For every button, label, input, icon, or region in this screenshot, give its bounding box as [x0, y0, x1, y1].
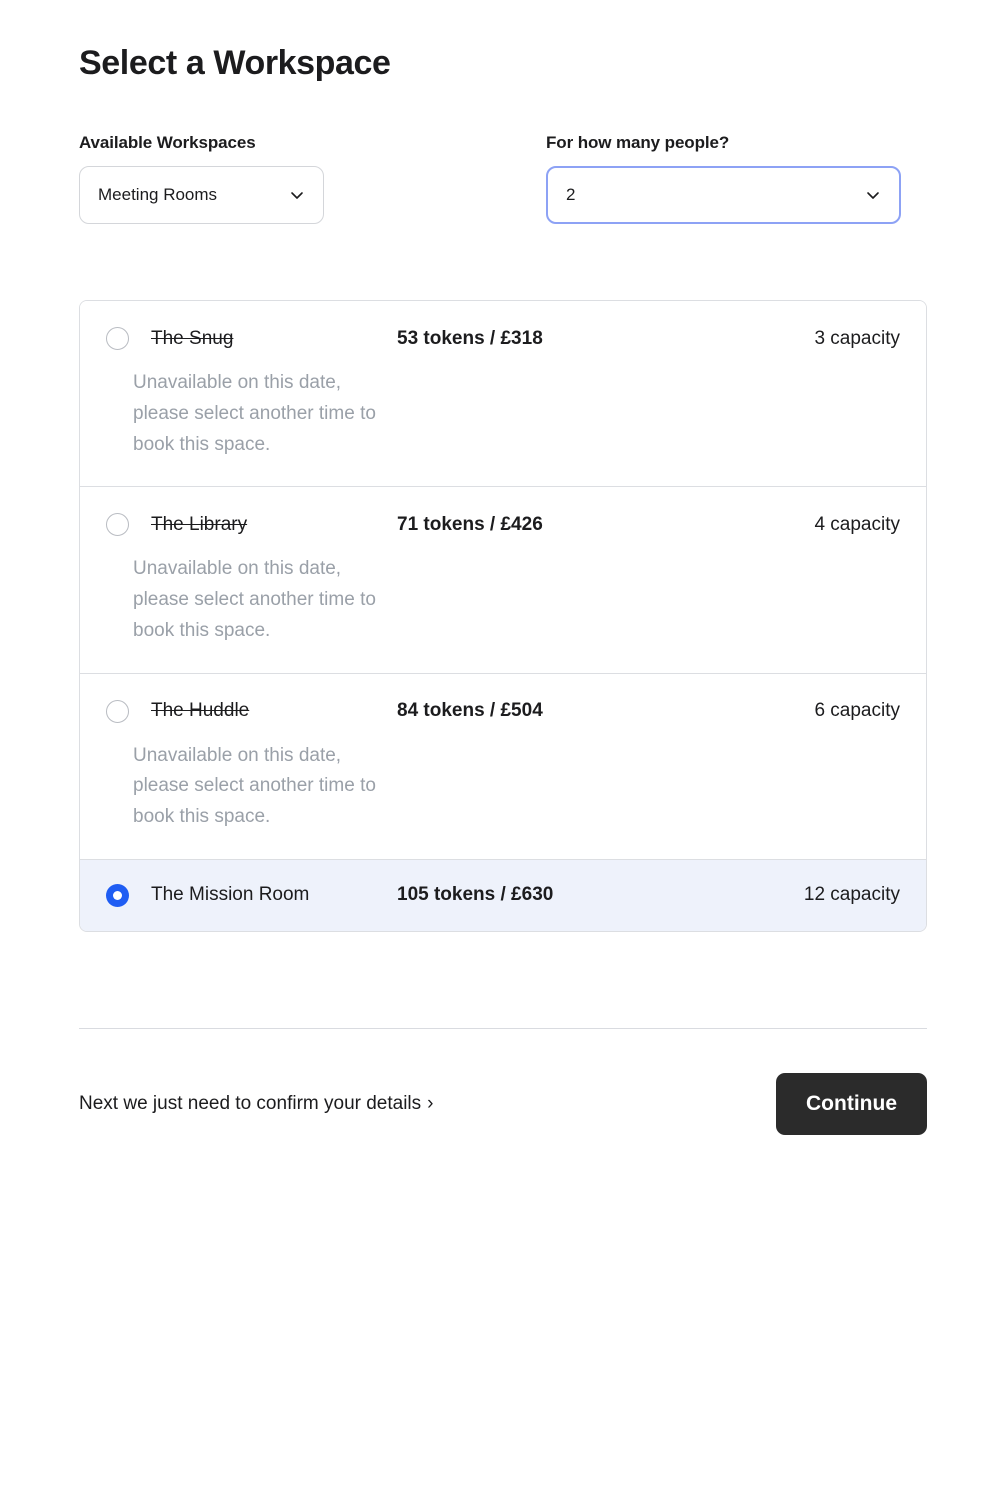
workspace-option-the-huddle[interactable]	[80, 674, 926, 860]
option-price: 84 tokens / £504	[397, 700, 543, 722]
workspace-option-the-mission-room[interactable]	[80, 860, 926, 931]
chevron-down-icon	[865, 187, 881, 203]
option-main-row	[106, 884, 900, 907]
people-select-value: 2	[566, 185, 576, 204]
option-price: 105 tokens / £630	[397, 884, 554, 906]
footer-hint	[79, 1093, 434, 1115]
option-capacity: 3 capacity	[814, 327, 900, 349]
footer	[79, 1073, 927, 1135]
footer-divider	[79, 1028, 927, 1029]
option-main-row	[106, 513, 900, 536]
footer-hint-text: Next we just need to confirm your details	[79, 1092, 422, 1114]
radio-button[interactable]	[106, 700, 129, 723]
option-price: 53 tokens / £318	[397, 327, 543, 349]
option-name: The Mission Room	[151, 884, 310, 906]
filters-row	[79, 133, 927, 224]
option-main-row	[106, 700, 900, 723]
radio-button-selected[interactable]	[106, 884, 129, 907]
people-filter	[546, 133, 901, 224]
workspace-filter-label: Available Workspaces	[79, 133, 256, 152]
chevron-right-icon: ›	[427, 1092, 434, 1114]
workspace-filter	[79, 133, 546, 224]
chevron-down-icon	[289, 187, 305, 203]
option-price: 71 tokens / £426	[397, 513, 543, 535]
workspace-select[interactable]	[79, 166, 324, 224]
continue-button[interactable]: Continue	[776, 1073, 927, 1135]
option-capacity: 12 capacity	[803, 884, 900, 906]
workspace-option-the-snug[interactable]	[80, 301, 926, 487]
option-name: The Snug	[151, 327, 234, 349]
radio-button[interactable]	[106, 327, 129, 350]
page-title: Select a Workspace	[79, 44, 391, 82]
workspace-options-list	[79, 300, 927, 932]
option-availability-note: Unavailable on this date, please select another time to book this space.	[133, 372, 376, 455]
option-capacity: 6 capacity	[814, 700, 900, 722]
option-availability-note: Unavailable on this date, please select another time to book this space.	[133, 558, 376, 641]
people-filter-label: For how many people?	[546, 133, 730, 152]
workspace-option-the-library[interactable]	[80, 487, 926, 673]
option-availability-note: Unavailable on this date, please select another time to book this space.	[133, 744, 376, 828]
radio-button[interactable]	[106, 513, 129, 536]
option-capacity: 4 capacity	[814, 513, 900, 535]
workspace-select-value: Meeting Rooms	[98, 185, 218, 204]
people-select[interactable]	[546, 166, 901, 224]
option-name: The Library	[151, 513, 248, 535]
option-name: The Huddle	[151, 700, 250, 722]
option-main-row	[106, 327, 900, 350]
